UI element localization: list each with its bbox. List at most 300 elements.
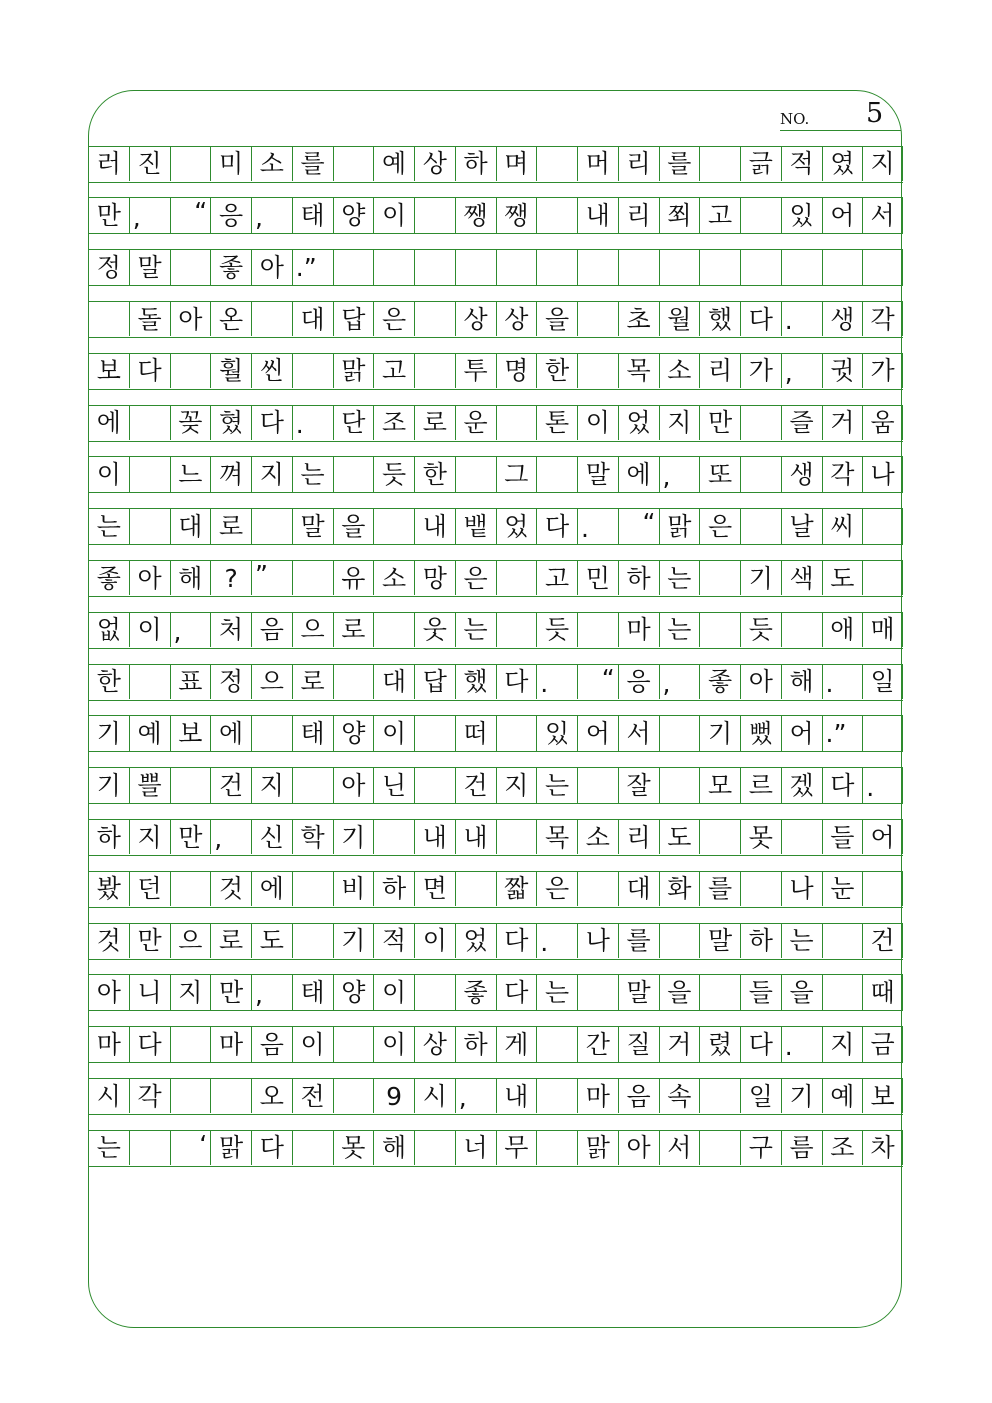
manuscript-cell: 지 (251, 457, 292, 492)
manuscript-cell (740, 509, 781, 544)
manuscript-row (88, 1078, 903, 1115)
manuscript-cell (170, 354, 211, 389)
manuscript-cell (414, 716, 455, 751)
manuscript-cell: 망 (414, 561, 455, 596)
manuscript-cell: 예 (822, 1079, 863, 1114)
manuscript-cell: 리 (618, 198, 659, 233)
manuscript-cell: 기 (740, 561, 781, 596)
manuscript-cell: 내 (496, 1079, 537, 1114)
manuscript-cell (333, 1079, 374, 1114)
manuscript-cell: 듯 (373, 457, 414, 492)
manuscript-cell (699, 613, 740, 648)
manuscript-cell (292, 872, 333, 907)
manuscript-cell: 나 (862, 457, 903, 492)
manuscript-cell: 색 (781, 561, 822, 596)
manuscript-cell: 구 (740, 1131, 781, 1166)
manuscript-cell: 상 (496, 302, 537, 337)
manuscript-cell (292, 768, 333, 803)
manuscript-cell: 게 (496, 1027, 537, 1062)
manuscript-cell (496, 820, 537, 855)
manuscript-cell: 비 (333, 872, 374, 907)
manuscript-cell: 를 (292, 147, 333, 182)
manuscript-cell: 리 (699, 354, 740, 389)
manuscript-row (88, 508, 903, 545)
manuscript-cell: 거 (659, 1027, 700, 1062)
manuscript-cell: . (781, 302, 822, 337)
manuscript-cell: 말 (129, 250, 170, 285)
manuscript-cell: 쨍 (455, 198, 496, 233)
manuscript-cell (414, 354, 455, 389)
manuscript-cell: 대 (292, 302, 333, 337)
manuscript-row (88, 1026, 903, 1063)
manuscript-cell: 아 (740, 665, 781, 700)
manuscript-cell: 기 (333, 820, 374, 855)
manuscript-cell: 말 (618, 975, 659, 1010)
manuscript-cell (373, 250, 414, 285)
manuscript-cell: 내 (414, 509, 455, 544)
manuscript-row (88, 1130, 903, 1167)
manuscript-cell: , (455, 1079, 496, 1114)
manuscript-cell: 으 (170, 924, 211, 959)
manuscript-cell: 면 (414, 872, 455, 907)
manuscript-cell: 맑 (210, 1131, 251, 1166)
manuscript-cell: 뱉 (455, 509, 496, 544)
manuscript-cell: 는 (536, 768, 577, 803)
manuscript-cell: 만 (88, 198, 129, 233)
manuscript-cell: 한 (88, 665, 129, 700)
manuscript-cell (699, 820, 740, 855)
manuscript-cell: 아 (170, 302, 211, 337)
manuscript-cell (414, 302, 455, 337)
manuscript-cell (251, 716, 292, 751)
manuscript-cell: 모 (699, 768, 740, 803)
manuscript-row (88, 456, 903, 493)
manuscript-cell: 다 (496, 924, 537, 959)
manuscript-cell (414, 975, 455, 1010)
manuscript-cell: 가 (862, 354, 903, 389)
manuscript-cell (170, 872, 211, 907)
manuscript-cell: 지 (862, 147, 903, 182)
manuscript-cell: 다 (740, 1027, 781, 1062)
manuscript-cell: , (129, 198, 170, 233)
manuscript-cell (455, 250, 496, 285)
manuscript-cell: 며 (496, 147, 537, 182)
manuscript-cell (577, 975, 618, 1010)
manuscript-cell: 말 (292, 509, 333, 544)
manuscript-cell: 을 (781, 975, 822, 1010)
manuscript-cell: 다 (822, 768, 863, 803)
manuscript-cell (373, 820, 414, 855)
manuscript-cell: ‘ (170, 1131, 211, 1166)
manuscript-cell (577, 302, 618, 337)
manuscript-cell: 떠 (455, 716, 496, 751)
manuscript-cell: 양 (333, 716, 374, 751)
manuscript-cell: , (210, 820, 251, 855)
manuscript-cell: 이 (373, 1027, 414, 1062)
manuscript-row (88, 405, 903, 442)
manuscript-cell: 아 (251, 250, 292, 285)
manuscript-row (88, 197, 903, 234)
manuscript-cell: 못 (333, 1131, 374, 1166)
manuscript-cell: 었 (496, 509, 537, 544)
manuscript-cell: 을 (536, 302, 577, 337)
manuscript-cell: 소 (577, 820, 618, 855)
manuscript-cell: 만 (129, 924, 170, 959)
manuscript-cell: 느 (170, 457, 211, 492)
manuscript-cell (251, 509, 292, 544)
manuscript-cell: 애 (822, 613, 863, 648)
manuscript-cell: 전 (292, 1079, 333, 1114)
manuscript-cell: 는 (536, 975, 577, 1010)
manuscript-cell: 은 (373, 302, 414, 337)
manuscript-cell: 각 (862, 302, 903, 337)
manuscript-row (88, 715, 903, 752)
manuscript-cell: 하 (455, 1027, 496, 1062)
manuscript-cell (170, 250, 211, 285)
manuscript-cell: 서 (618, 716, 659, 751)
manuscript-cell: 신 (251, 820, 292, 855)
manuscript-cell: 귓 (822, 354, 863, 389)
manuscript-cell (577, 354, 618, 389)
manuscript-cell: 아 (333, 768, 374, 803)
manuscript-cell: 기 (699, 716, 740, 751)
manuscript-cell: 내 (414, 820, 455, 855)
manuscript-cell (536, 457, 577, 492)
page-number: 5 (866, 98, 884, 129)
manuscript-cell: 온 (210, 302, 251, 337)
manuscript-cell: 상 (455, 302, 496, 337)
manuscript-cell: 던 (129, 872, 170, 907)
manuscript-cell: 겠 (781, 768, 822, 803)
manuscript-cell: 다 (129, 1027, 170, 1062)
manuscript-cell: , (659, 457, 700, 492)
manuscript-cell: 이 (577, 406, 618, 441)
manuscript-cell (699, 1079, 740, 1114)
manuscript-cell: 움 (862, 406, 903, 441)
manuscript-cell: 금 (862, 1027, 903, 1062)
manuscript-cell (414, 198, 455, 233)
manuscript-cell: 월 (659, 302, 700, 337)
manuscript-cell: 오 (251, 1079, 292, 1114)
manuscript-cell (496, 406, 537, 441)
manuscript-row (88, 301, 903, 338)
manuscript-cell: 훨 (210, 354, 251, 389)
manuscript-cell (740, 457, 781, 492)
manuscript-cell: 없 (88, 613, 129, 648)
manuscript-cell: 때 (862, 975, 903, 1010)
manuscript-cell: 었 (618, 406, 659, 441)
manuscript-cell: 다 (251, 1131, 292, 1166)
manuscript-cell (129, 457, 170, 492)
manuscript-cell: 태 (292, 198, 333, 233)
manuscript-cell: 으 (292, 613, 333, 648)
manuscript-cell (699, 1131, 740, 1166)
manuscript-cell: 기 (88, 768, 129, 803)
manuscript-cell: 로 (414, 406, 455, 441)
manuscript-cell: 도 (659, 820, 700, 855)
manuscript-row (88, 923, 903, 960)
manuscript-cell: 이 (292, 1027, 333, 1062)
manuscript-cell: 하 (618, 561, 659, 596)
manuscript-cell (129, 509, 170, 544)
manuscript-cell (292, 561, 333, 596)
manuscript-row (88, 871, 903, 908)
manuscript-cell (292, 924, 333, 959)
manuscript-cell: 소 (251, 147, 292, 182)
manuscript-cell: 날 (781, 509, 822, 544)
manuscript-cell: 투 (455, 354, 496, 389)
manuscript-cell: 내 (455, 820, 496, 855)
manuscript-cell: “ (618, 509, 659, 544)
manuscript-cell: 예 (129, 716, 170, 751)
manuscript-cell: 웃 (414, 613, 455, 648)
manuscript-cell: 진 (129, 147, 170, 182)
manuscript-cell (822, 250, 863, 285)
manuscript-cell: 명 (496, 354, 537, 389)
manuscript-cell: 단 (333, 406, 374, 441)
manuscript-cell: . (781, 1027, 822, 1062)
manuscript-cell: , (781, 354, 822, 389)
manuscript-cell: 다 (496, 665, 537, 700)
manuscript-cell: 니 (129, 975, 170, 1010)
manuscript-cell: 말 (577, 457, 618, 492)
manuscript-cell (781, 820, 822, 855)
manuscript-cell: 하 (373, 872, 414, 907)
manuscript-cell: 기 (88, 716, 129, 751)
manuscript-cell: 이 (88, 457, 129, 492)
manuscript-cell: 대 (618, 872, 659, 907)
manuscript-cell: 어 (822, 198, 863, 233)
manuscript-cell: 혔 (210, 406, 251, 441)
manuscript-cell (373, 509, 414, 544)
manuscript-cell (129, 406, 170, 441)
manuscript-cell: 하 (740, 924, 781, 959)
manuscript-cell: 뻤 (740, 716, 781, 751)
manuscript-cell: 서 (862, 198, 903, 233)
manuscript-cell: 매 (862, 613, 903, 648)
manuscript-cell: 짧 (496, 872, 537, 907)
manuscript-cell (659, 716, 700, 751)
manuscript-cell (618, 250, 659, 285)
manuscript-cell: 였 (822, 147, 863, 182)
manuscript-cell: 있 (536, 716, 577, 751)
manuscript-cell (333, 665, 374, 700)
manuscript-cell: 목 (536, 820, 577, 855)
manuscript-cell (740, 406, 781, 441)
manuscript-cell: , (251, 975, 292, 1010)
manuscript-cell: 긁 (740, 147, 781, 182)
manuscript-cell: 었 (455, 924, 496, 959)
manuscript-cell: 대 (170, 509, 211, 544)
manuscript-cell: 다 (129, 354, 170, 389)
manuscript-cell: 로 (210, 509, 251, 544)
manuscript-cell: 이 (373, 975, 414, 1010)
manuscript-cell: 듯 (536, 613, 577, 648)
manuscript-cell (292, 1131, 333, 1166)
manuscript-cell (740, 872, 781, 907)
manuscript-cell: 즐 (781, 406, 822, 441)
manuscript-cell: , (659, 665, 700, 700)
manuscript-cell: 는 (88, 509, 129, 544)
manuscript-cell: ” (251, 561, 292, 596)
manuscript-cell: 만 (699, 406, 740, 441)
manuscript-cell: 서 (659, 1131, 700, 1166)
manuscript-cell (170, 1027, 211, 1062)
manuscript-cell: 에 (251, 872, 292, 907)
manuscript-cell: 화 (659, 872, 700, 907)
manuscript-cell: 에 (210, 716, 251, 751)
manuscript-cell: 건 (455, 768, 496, 803)
manuscript-cell (536, 1027, 577, 1062)
manuscript-cell: . (822, 665, 863, 700)
manuscript-cell: 만 (210, 975, 251, 1010)
manuscript-cell (862, 509, 903, 544)
manuscript-row (88, 612, 903, 649)
manuscript-cell (536, 1131, 577, 1166)
manuscript-cell (781, 250, 822, 285)
manuscript-cell: “ (577, 665, 618, 700)
manuscript-cell: 들 (822, 820, 863, 855)
manuscript-cell (536, 250, 577, 285)
manuscript-cell: 너 (455, 1131, 496, 1166)
manuscript-cell: , (251, 198, 292, 233)
manuscript-cell: 소 (373, 561, 414, 596)
manuscript-cell: 를 (699, 872, 740, 907)
manuscript-cell: 정 (210, 665, 251, 700)
manuscript-cell: 보 (88, 354, 129, 389)
manuscript-cell (333, 250, 374, 285)
manuscript-cell: 는 (659, 613, 700, 648)
manuscript-cell (129, 1131, 170, 1166)
manuscript-cell (862, 716, 903, 751)
manuscript-cell: 조 (373, 406, 414, 441)
manuscript-cell: 질 (618, 1027, 659, 1062)
manuscript-cell: 시 (88, 1079, 129, 1114)
manuscript-cell (414, 768, 455, 803)
manuscript-cell: . (862, 768, 903, 803)
manuscript-cell: 음 (618, 1079, 659, 1114)
manuscript-cell: 도 (251, 924, 292, 959)
manuscript-cell: 눈 (822, 872, 863, 907)
manuscript-cell: 말 (699, 924, 740, 959)
manuscript-cell: 대 (373, 665, 414, 700)
manuscript-cell: 봤 (88, 872, 129, 907)
manuscript-cell: 상 (414, 1027, 455, 1062)
manuscript-cell (170, 1079, 211, 1114)
manuscript-cell (740, 198, 781, 233)
manuscript-cell (414, 250, 455, 285)
manuscript-cell (129, 665, 170, 700)
manuscript-cell: 기 (333, 924, 374, 959)
manuscript-cell (659, 768, 700, 803)
manuscript-cell: 해 (373, 1131, 414, 1166)
manuscript-cell: 지 (170, 975, 211, 1010)
manuscript-cell: 닌 (373, 768, 414, 803)
manuscript-cell: 씨 (822, 509, 863, 544)
manuscript-cell: 고 (373, 354, 414, 389)
manuscript-row (88, 664, 903, 701)
manuscript-cell: 무 (496, 1131, 537, 1166)
manuscript-cell (822, 975, 863, 1010)
manuscript-cell: 시 (414, 1079, 455, 1114)
manuscript-cell: 들 (740, 975, 781, 1010)
manuscript-cell (170, 768, 211, 803)
manuscript-cell: 고 (699, 198, 740, 233)
manuscript-cell: 은 (536, 872, 577, 907)
manuscript-cell: 생 (822, 302, 863, 337)
manuscript-cell: 마 (210, 1027, 251, 1062)
manuscript-cell: 러 (88, 147, 129, 182)
manuscript-cell (333, 147, 374, 182)
manuscript-cell: 학 (292, 820, 333, 855)
manuscript-cell: 다 (251, 406, 292, 441)
manuscript-cell (496, 250, 537, 285)
manuscript-cell: 건 (862, 924, 903, 959)
manuscript-cell: 처 (210, 613, 251, 648)
manuscript-cell: 에 (88, 406, 129, 441)
manuscript-row (88, 146, 903, 183)
manuscript-cell: 각 (822, 457, 863, 492)
manuscript-cell (536, 1079, 577, 1114)
manuscript-cell (536, 147, 577, 182)
manuscript-cell: 듯 (740, 613, 781, 648)
manuscript-cell: 다 (496, 975, 537, 1010)
manuscript-row (88, 249, 903, 286)
manuscript-cell: 차 (862, 1131, 903, 1166)
manuscript-cell: 하 (455, 147, 496, 182)
manuscript-cell: 쨍 (496, 198, 537, 233)
manuscript-cell: 지 (251, 768, 292, 803)
manuscript-cell: 답 (414, 665, 455, 700)
manuscript-cell: 생 (781, 457, 822, 492)
manuscript-cell: 건 (210, 768, 251, 803)
manuscript-cell (414, 1131, 455, 1166)
manuscript-cell: 또 (699, 457, 740, 492)
manuscript-cell: 리 (618, 820, 659, 855)
manuscript-row (88, 353, 903, 390)
manuscript-cell: 르 (740, 768, 781, 803)
manuscript-cell (210, 1079, 251, 1114)
manuscript-cell: 적 (373, 924, 414, 959)
manuscript-cell: 어 (862, 820, 903, 855)
manuscript-cell: 도 (822, 561, 863, 596)
manuscript-cell (496, 561, 537, 596)
manuscript-cell: . (536, 665, 577, 700)
manuscript-cell: 만 (170, 820, 211, 855)
manuscript-cell (740, 250, 781, 285)
manuscript-cell: 보 (862, 1079, 903, 1114)
manuscript-cell: 어 (781, 716, 822, 751)
manuscript-cell: 는 (455, 613, 496, 648)
manuscript-cell: 리 (618, 147, 659, 182)
manuscript-cell: 좋 (210, 250, 251, 285)
manuscript-cell: 가 (740, 354, 781, 389)
manuscript-cell (496, 613, 537, 648)
manuscript-cell: 태 (292, 716, 333, 751)
manuscript-cell (699, 147, 740, 182)
manuscript-cell: 답 (333, 302, 374, 337)
page-number-underline (780, 130, 901, 131)
manuscript-cell: 쁠 (129, 768, 170, 803)
manuscript-cell: 소 (659, 354, 700, 389)
manuscript-cell: 은 (455, 561, 496, 596)
manuscript-cell: 다 (740, 302, 781, 337)
manuscript-cell: 렸 (699, 1027, 740, 1062)
manuscript-cell (862, 561, 903, 596)
manuscript-cell: 꽂 (170, 406, 211, 441)
manuscript-cell (577, 872, 618, 907)
manuscript-cell: 나 (781, 872, 822, 907)
